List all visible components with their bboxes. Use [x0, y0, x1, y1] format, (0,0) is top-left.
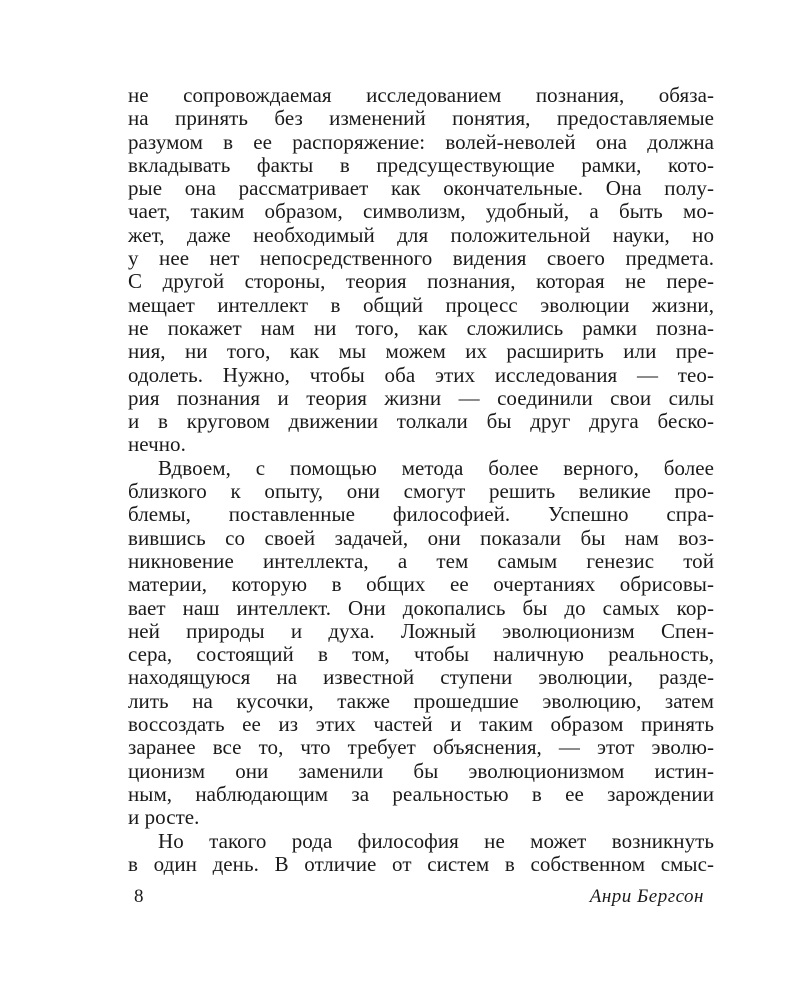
- text-line: не покажет нам ни того, как сложились рамки позна-: [128, 315, 714, 340]
- text-line: на принять без изменений понятия, предоставляемые: [128, 106, 714, 131]
- page-number: 8: [134, 886, 144, 907]
- text-line: никновение интеллекта, а тем самым генезис той: [128, 548, 714, 573]
- text-line: С другой стороны, теория познания, которая не пере-: [128, 269, 714, 294]
- page-footer: [128, 886, 714, 910]
- text-line: жет, даже необходимый для положительной науки, но: [128, 222, 714, 247]
- text-line: лить на кусочки, также прошедшие эволюцию, затем: [128, 688, 714, 713]
- text-line: одолеть. Нужно, чтобы оба этих исследования — тео-: [128, 362, 714, 387]
- text-line-paragraph-start: Но такого рода философия не может возникнуть: [158, 828, 714, 853]
- text-line: разумом в ее распоряжение: волей-неволей она должна: [128, 129, 714, 154]
- text-line: ния, ни того, как мы можем их расширить или пре-: [128, 339, 714, 364]
- body-text: [128, 84, 714, 876]
- text-line: ней природы и духа. Ложный эволюционизм Спен-: [128, 618, 714, 643]
- running-head-author: Анри Бергсон: [589, 886, 704, 907]
- text-line: сера, состоящий в том, чтобы наличную реальность,: [128, 642, 714, 667]
- text-line-paragraph-start: Вдвоем, с помощью метода более верного, более: [158, 455, 714, 480]
- text-line: заранее все то, что требует объяснения, — этот эволю-: [128, 735, 714, 760]
- text-line-paragraph-end: и росте.: [128, 805, 200, 830]
- text-line: ным, наблюдающим за реальностью в ее зарождении: [128, 781, 714, 806]
- text-line: материи, которую в общих ее очертаниях обрисовы-: [128, 572, 714, 597]
- text-line: рия познания и теория жизни — соединили свои силы: [128, 385, 714, 410]
- text-line: чает, таким образом, символизм, удобный, а быть мо-: [128, 199, 714, 224]
- text-line: у нее нет непосредственного видения своего предмета.: [128, 246, 714, 271]
- text-line: ционизм они заменили бы эволюционизмом истин-: [128, 758, 714, 783]
- text-line: близкого к опыту, они смогут решить великие про-: [128, 479, 714, 504]
- text-line-paragraph-end: нечно.: [128, 432, 186, 457]
- text-line: не сопровождаемая исследованием познания, обяза-: [128, 83, 714, 107]
- text-line: блемы, поставленные философией. Успешно спра-: [128, 502, 714, 527]
- text-line: вает наш интеллект. Они докопались бы до самых кор-: [128, 595, 714, 620]
- text-line: находящуюся на известной ступени эволюции, разде-: [128, 665, 714, 690]
- text-line: в один день. В отличие от систем в собственном смыс-: [128, 851, 714, 876]
- text-line: и в круговом движении толкали бы друг друга беско-: [128, 409, 714, 434]
- text-line: вкладывать факты в предсуществующие рамки, кото-: [128, 152, 714, 177]
- text-line: рые она рассматривает как окончательные. Она полу-: [128, 176, 714, 201]
- text-line: вившись со своей задачей, они показали бы нам воз-: [128, 525, 714, 550]
- text-line: воссоздать ее из этих частей и таким образом принять: [128, 712, 714, 737]
- text-line: мещает интеллект в общий процесс эволюции жизни,: [128, 292, 714, 317]
